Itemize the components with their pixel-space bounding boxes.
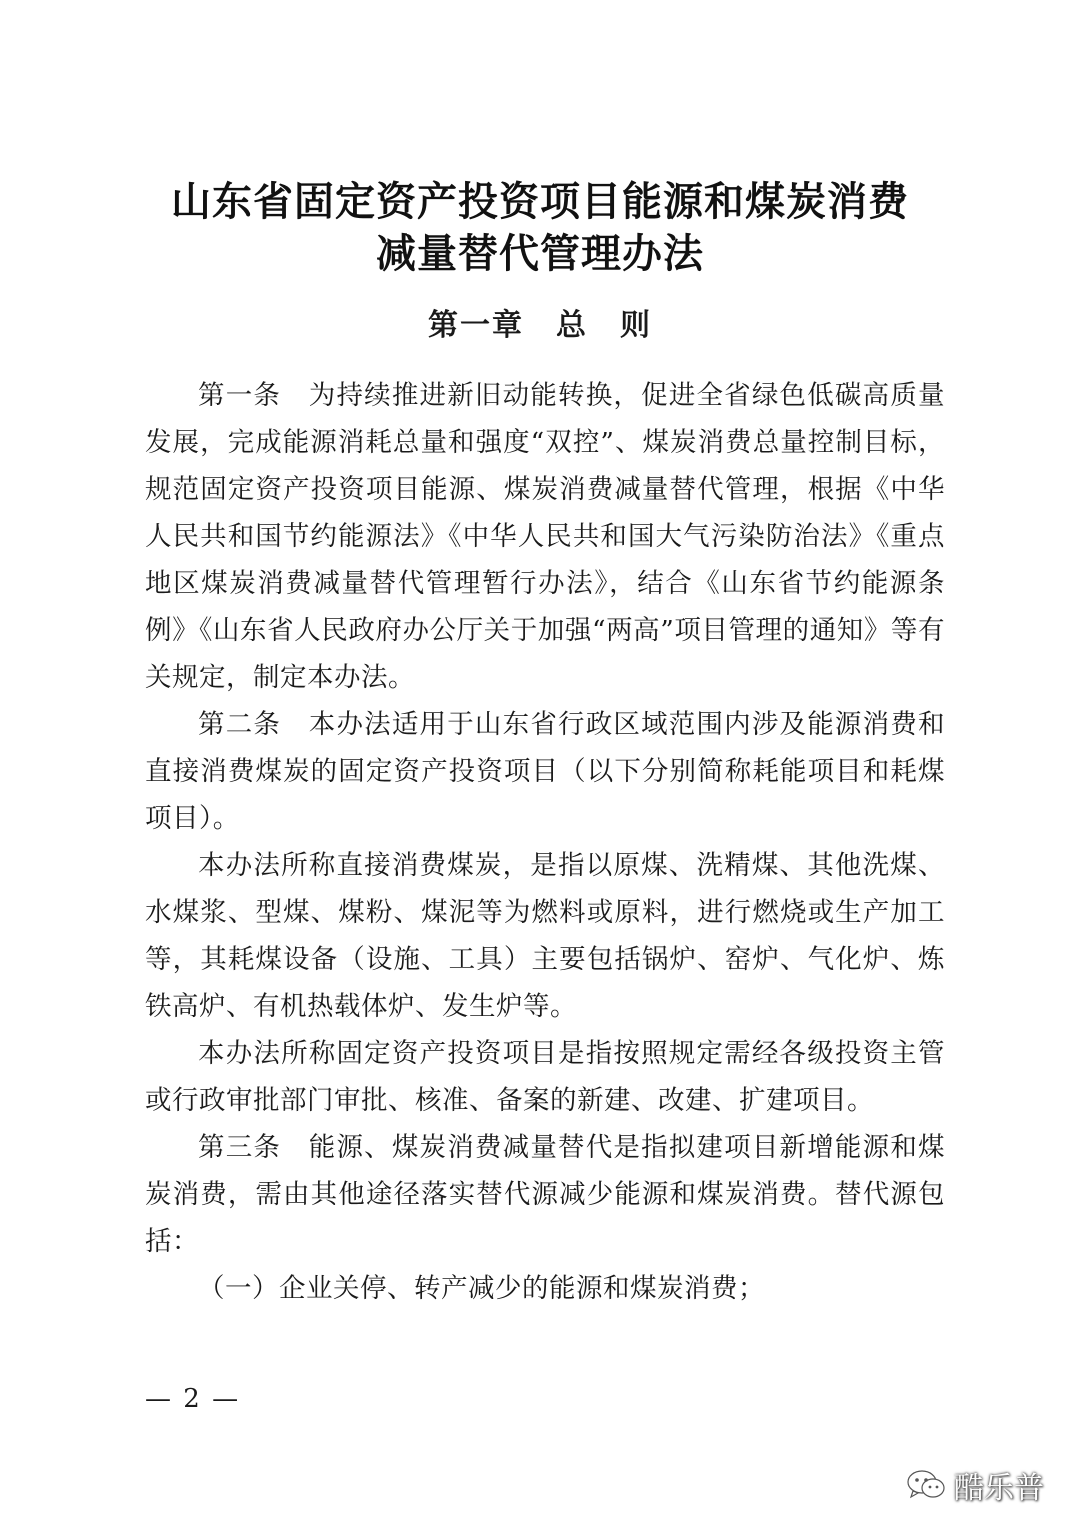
paragraph-text: 为持续推进新旧动能转换，促进全省绿色低碳高质量发展，完成能源消耗总量和强度“双控”、煤炭消费总量控制目标，规范固定资产投资项目能源、煤炭消费减量替代管理，根据《中华人民共和国节约能源法》《中华人民共和国大气污染防治法》《重点地区煤炭消费减量替代管理暂行办法》，结合《山东省节约能源条例》《山东省人民政府办公厅关于加强“两高”项目管理的通知》等有关规定，制定本办法。 <box>145 380 946 693</box>
paragraph-article-2 <box>145 701 945 842</box>
paragraph-article-3 <box>145 1124 945 1265</box>
paragraph-direct-coal-definition <box>145 842 945 1030</box>
watermark <box>906 1463 1044 1507</box>
paragraph-item-1 <box>145 1265 945 1312</box>
document-title-line-2: 减量替代管理办法 <box>376 231 704 277</box>
wechat-icon <box>906 1469 946 1501</box>
page-number: — 2 — <box>145 1384 241 1414</box>
paragraph-fixed-asset-definition <box>145 1030 945 1124</box>
document-title-line-1: 山东省固定资产投资项目能源和煤炭消费 <box>171 179 909 225</box>
watermark-text: 酷乐普 <box>954 1471 1044 1506</box>
paragraph-text: 本办法所称固定资产投资项目是指按照规定需经各级投资主管或行政审批部门审批、核准、备案的新建、改建、扩建项目。 <box>145 1038 945 1116</box>
paragraph-text: 本办法适用于山东省行政区域范围内涉及能源消费和直接消费煤炭的固定资产投资项目（以下分别简称耗能项目和耗煤项目）。 <box>145 709 946 834</box>
paragraph-text: 能源、煤炭消费减量替代是指拟建项目新增能源和煤炭消费，需由其他途径落实替代源减少能源和煤炭消费。替代源包括： <box>145 1132 946 1257</box>
document-body <box>145 372 945 1312</box>
article-number: 第二条 <box>198 709 282 740</box>
chapter-heading: 第一章 总 则 <box>428 308 652 343</box>
paragraph-text: 本办法所称直接消费煤炭，是指以原煤、洗精煤、其他洗煤、水煤浆、型煤、煤粉、煤泥等为燃料或原料，进行燃烧或生产加工等，其耗煤设备（设施、工具）主要包括锅炉、窑炉、气化炉、炼铁高炉、有机热载体炉、发生炉等。 <box>145 850 945 1022</box>
article-number: 第三条 <box>198 1132 282 1163</box>
paragraph-text: （一）企业关停、转产减少的能源和煤炭消费； <box>198 1273 765 1304</box>
paragraph-article-1 <box>145 372 945 701</box>
article-number: 第一条 <box>198 380 282 411</box>
